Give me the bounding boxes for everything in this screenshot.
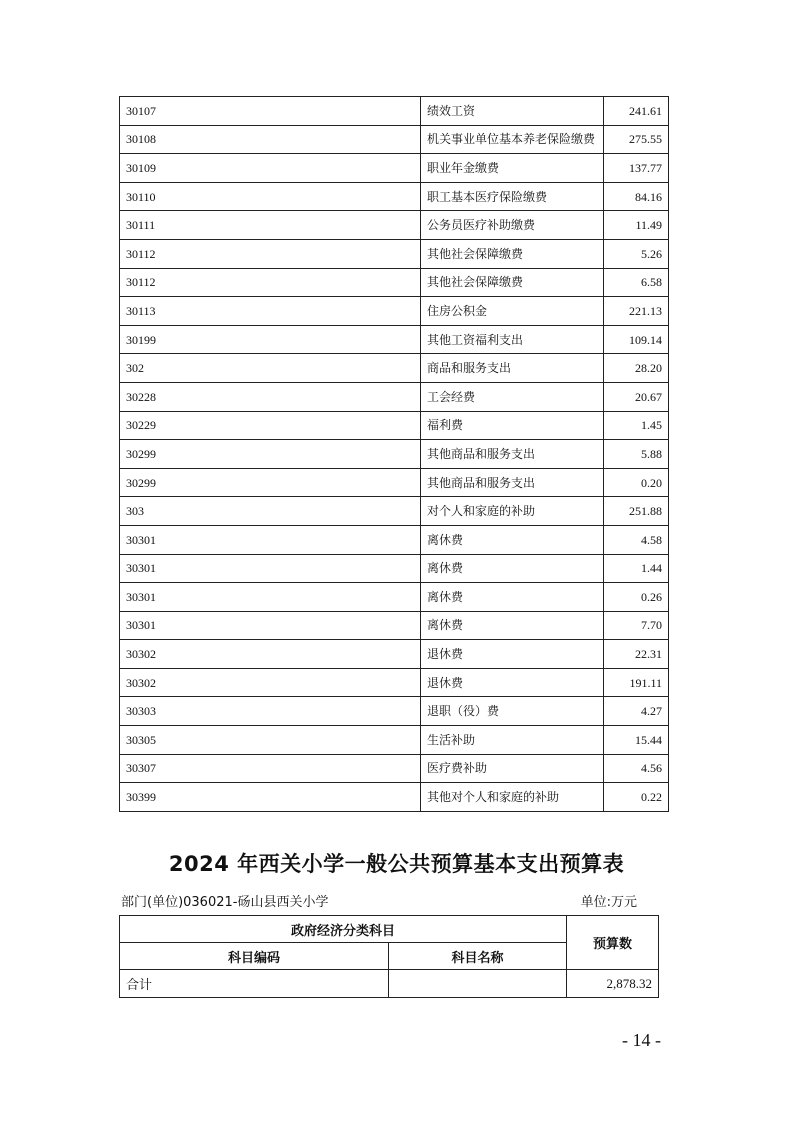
row-name: 其他商品和服务支出 xyxy=(421,440,604,469)
row-code: 30229 xyxy=(120,411,421,440)
page-title: 2024 年西关小学一般公共预算基本支出预算表 xyxy=(168,852,625,876)
row-amount: 0.22 xyxy=(604,783,669,812)
row-code: 30107 xyxy=(120,97,421,126)
table-row xyxy=(120,525,669,554)
row-code: 30303 xyxy=(120,697,421,726)
row-name: 职业年金缴费 xyxy=(421,154,604,183)
row-amount: 241.61 xyxy=(604,97,669,126)
row-code: 30307 xyxy=(120,754,421,783)
table-row xyxy=(120,211,669,240)
row-name: 工会经费 xyxy=(421,382,604,411)
row-name: 绩效工资 xyxy=(421,97,604,126)
row-name: 住房公积金 xyxy=(421,297,604,326)
row-code: 30301 xyxy=(120,583,421,612)
total-amount: 2,878.32 xyxy=(567,970,659,998)
row-name: 退休费 xyxy=(421,640,604,669)
row-amount: 0.20 xyxy=(604,468,669,497)
unit-label: 单位:万元 xyxy=(580,895,637,910)
table-row xyxy=(120,125,669,154)
row-amount: 4.58 xyxy=(604,525,669,554)
row-amount: 28.20 xyxy=(604,354,669,383)
row-amount: 20.67 xyxy=(604,382,669,411)
row-amount: 5.88 xyxy=(604,440,669,469)
row-name: 其他工资福利支出 xyxy=(421,325,604,354)
row-name: 生活补助 xyxy=(421,726,604,755)
total-row xyxy=(120,970,659,998)
table-row xyxy=(120,497,669,526)
row-amount: 15.44 xyxy=(604,726,669,755)
row-amount: 22.31 xyxy=(604,640,669,669)
row-name: 退职（役）费 xyxy=(421,697,604,726)
table-row xyxy=(120,583,669,612)
row-amount: 221.13 xyxy=(604,297,669,326)
row-amount: 251.88 xyxy=(604,497,669,526)
row-name: 其他商品和服务支出 xyxy=(421,468,604,497)
table-row xyxy=(120,297,669,326)
table-row xyxy=(120,554,669,583)
header-budget: 预算数 xyxy=(567,916,659,970)
table-row xyxy=(120,697,669,726)
table-row xyxy=(120,611,669,640)
header-group: 政府经济分类科目 xyxy=(120,916,567,943)
row-code: 30301 xyxy=(120,525,421,554)
row-name: 职工基本医疗保险缴费 xyxy=(421,182,604,211)
row-amount: 109.14 xyxy=(604,325,669,354)
row-amount: 6.58 xyxy=(604,268,669,297)
table-row xyxy=(120,468,669,497)
table-row xyxy=(120,668,669,697)
row-name: 医疗费补助 xyxy=(421,754,604,783)
table-row xyxy=(120,182,669,211)
row-amount: 137.77 xyxy=(604,154,669,183)
total-label: 合计 xyxy=(120,970,389,998)
row-name: 离休费 xyxy=(421,525,604,554)
total-name xyxy=(389,970,567,998)
table-body xyxy=(120,97,669,812)
row-name: 其他社会保障缴费 xyxy=(421,239,604,268)
row-code: 30399 xyxy=(120,783,421,812)
row-code: 30199 xyxy=(120,325,421,354)
page-number: - 14 - xyxy=(622,1030,661,1050)
row-name: 离休费 xyxy=(421,583,604,612)
row-amount: 4.27 xyxy=(604,697,669,726)
row-name: 退休费 xyxy=(421,668,604,697)
row-code: 30111 xyxy=(120,211,421,240)
row-code: 30112 xyxy=(120,239,421,268)
row-code: 303 xyxy=(120,497,421,526)
row-amount: 5.26 xyxy=(604,239,669,268)
row-amount: 191.11 xyxy=(604,668,669,697)
table-row xyxy=(120,754,669,783)
table-row xyxy=(120,268,669,297)
department-label: 部门(单位)036021-砀山县西关小学 xyxy=(121,895,329,910)
row-code: 30302 xyxy=(120,668,421,697)
table-row xyxy=(120,239,669,268)
row-amount: 275.55 xyxy=(604,125,669,154)
unit-line xyxy=(121,891,637,910)
table-row xyxy=(120,640,669,669)
table-row xyxy=(120,440,669,469)
row-amount: 4.56 xyxy=(604,754,669,783)
row-code: 30113 xyxy=(120,297,421,326)
row-code: 30299 xyxy=(120,440,421,469)
summary-table xyxy=(119,915,659,998)
row-name: 其他社会保障缴费 xyxy=(421,268,604,297)
table-row xyxy=(120,154,669,183)
row-amount: 11.49 xyxy=(604,211,669,240)
row-name: 对个人和家庭的补助 xyxy=(421,497,604,526)
row-name: 离休费 xyxy=(421,611,604,640)
row-code: 302 xyxy=(120,354,421,383)
row-amount: 0.26 xyxy=(604,583,669,612)
row-code: 30228 xyxy=(120,382,421,411)
row-amount: 84.16 xyxy=(604,182,669,211)
table-row xyxy=(120,382,669,411)
row-name: 其他对个人和家庭的补助 xyxy=(421,783,604,812)
row-amount: 1.45 xyxy=(604,411,669,440)
row-amount: 7.70 xyxy=(604,611,669,640)
row-code: 30108 xyxy=(120,125,421,154)
row-code: 30110 xyxy=(120,182,421,211)
expenditure-table xyxy=(119,96,669,812)
row-name: 福利费 xyxy=(421,411,604,440)
table-row xyxy=(120,325,669,354)
header-code: 科目编码 xyxy=(120,943,389,970)
row-name: 公务员医疗补助缴费 xyxy=(421,211,604,240)
table-row xyxy=(120,354,669,383)
row-amount: 1.44 xyxy=(604,554,669,583)
header-name: 科目名称 xyxy=(389,943,567,970)
row-code: 30301 xyxy=(120,554,421,583)
row-code: 30305 xyxy=(120,726,421,755)
table-row xyxy=(120,726,669,755)
table-row xyxy=(120,97,669,126)
table-row xyxy=(120,411,669,440)
table-row xyxy=(120,783,669,812)
row-code: 30302 xyxy=(120,640,421,669)
row-code: 30299 xyxy=(120,468,421,497)
row-name: 离休费 xyxy=(421,554,604,583)
row-code: 30301 xyxy=(120,611,421,640)
row-code: 30112 xyxy=(120,268,421,297)
row-name: 机关事业单位基本养老保险缴费 xyxy=(421,125,604,154)
row-name: 商品和服务支出 xyxy=(421,354,604,383)
row-code: 30109 xyxy=(120,154,421,183)
